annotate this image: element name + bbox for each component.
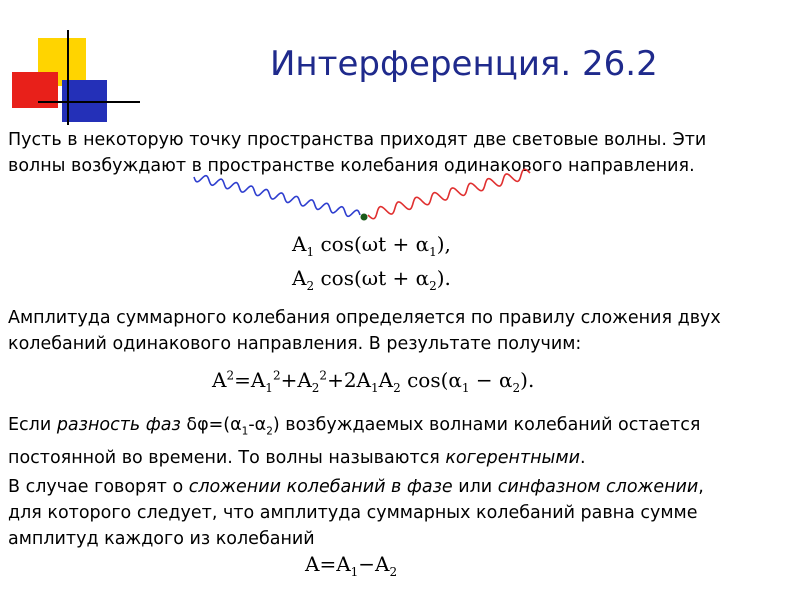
- f4-t2: −A: [358, 552, 390, 576]
- f4-t1: A=A: [305, 552, 351, 576]
- meeting-point: [361, 214, 368, 221]
- p3-line2-end: .: [579, 447, 586, 468]
- p4-text2: или: [452, 477, 498, 497]
- f3-t1: A: [212, 368, 227, 392]
- f3-t5: A: [378, 368, 394, 392]
- f3-b2: 2: [311, 381, 320, 395]
- f3-s3: 2: [319, 368, 328, 383]
- p3-text3: -α: [248, 415, 267, 435]
- f3-b4: 2: [393, 381, 401, 395]
- f4-b2: 2: [389, 565, 398, 579]
- p4-line3: амплитуд каждого из колебаний: [8, 529, 315, 549]
- p4-in-phase-term: сложении колебаний в фазе: [188, 477, 453, 497]
- waves-diagram: [180, 165, 550, 230]
- f3-t6: cos(α: [400, 368, 462, 392]
- p3-phase-difference-term: разность фаз: [56, 415, 181, 435]
- formula-wave2-end: ).: [436, 266, 451, 290]
- p4-text3: ,: [698, 477, 704, 497]
- f3-s1: 2: [226, 368, 235, 383]
- formula-wave1-cos: cos(ωt + α: [314, 232, 430, 256]
- formula-wave1-phase-index: 1: [429, 245, 437, 259]
- paragraph-in-phase: [8, 474, 793, 552]
- formula-sum-amplitude: [212, 368, 534, 395]
- formula-wave1-amplitude: A: [292, 232, 307, 256]
- p4-line2: для которого следует, что амплитуда суммарных колебаний равна сумме: [8, 503, 698, 523]
- formula-wave1-end: ),: [436, 232, 451, 256]
- paragraph-amplitude: [8, 305, 793, 357]
- p3-text4: ) возбуждаемых волнами колебаний остается: [272, 415, 701, 435]
- f3-t4: +2A: [327, 368, 371, 392]
- slide-title: Интерференция. 26.2: [270, 44, 658, 84]
- p3-sub1: 1: [241, 425, 249, 438]
- f3-b1: 1: [265, 381, 273, 395]
- p3-sub2: 2: [266, 425, 273, 438]
- formula-wave2-cos: cos(ωt + α: [314, 266, 430, 290]
- p3-line2: постоянной во времени. То волны называются: [8, 447, 446, 468]
- p4-synphase-term: синфазном сложении: [497, 477, 699, 497]
- formula-wave2-phase-index: 2: [429, 279, 437, 293]
- f3-t7: − α: [469, 368, 513, 392]
- wave-left: [194, 176, 360, 217]
- p4-text1: В случае говорят о: [8, 477, 189, 497]
- formula-wave2-amplitude-index: 2: [306, 279, 315, 293]
- p3-text1: Если: [8, 415, 57, 435]
- paragraph-amplitude-line1: Амплитуда суммарного колебания определяется по правилу сложения двух: [8, 308, 721, 328]
- wave-right: [368, 169, 530, 218]
- formula-wave2-amplitude: A: [292, 266, 307, 290]
- p3-text2: δφ=(α: [180, 415, 242, 435]
- formula-amplitude-difference: [305, 552, 397, 579]
- paragraph-phase-difference: [8, 412, 793, 471]
- f3-t3: +A: [280, 368, 312, 392]
- f3-b6: 2: [512, 381, 521, 395]
- f3-t2: =A: [234, 368, 266, 392]
- f3-t8: ).: [520, 368, 535, 392]
- corner-decoration: [0, 0, 140, 130]
- paragraph-intro-line1: Пусть в некоторую точку пространства приходят две световые волны. Эти: [8, 130, 707, 150]
- p3-coherent-term: когерентными: [445, 447, 580, 468]
- f3-b3: 1: [371, 381, 379, 395]
- formula-wave2: [292, 266, 451, 293]
- paragraph-intro-line2: волны возбуждают в пространстве колебания одинакового направления.: [8, 156, 695, 176]
- f3-s2: 2: [272, 368, 281, 383]
- formula-wave1-amplitude-index: 1: [306, 245, 315, 259]
- formula-wave1: [292, 232, 451, 259]
- f4-b1: 1: [350, 565, 359, 579]
- f3-b5: 1: [461, 381, 470, 395]
- paragraph-amplitude-line2: колебаний одинакового направления. В результате получим:: [8, 334, 582, 354]
